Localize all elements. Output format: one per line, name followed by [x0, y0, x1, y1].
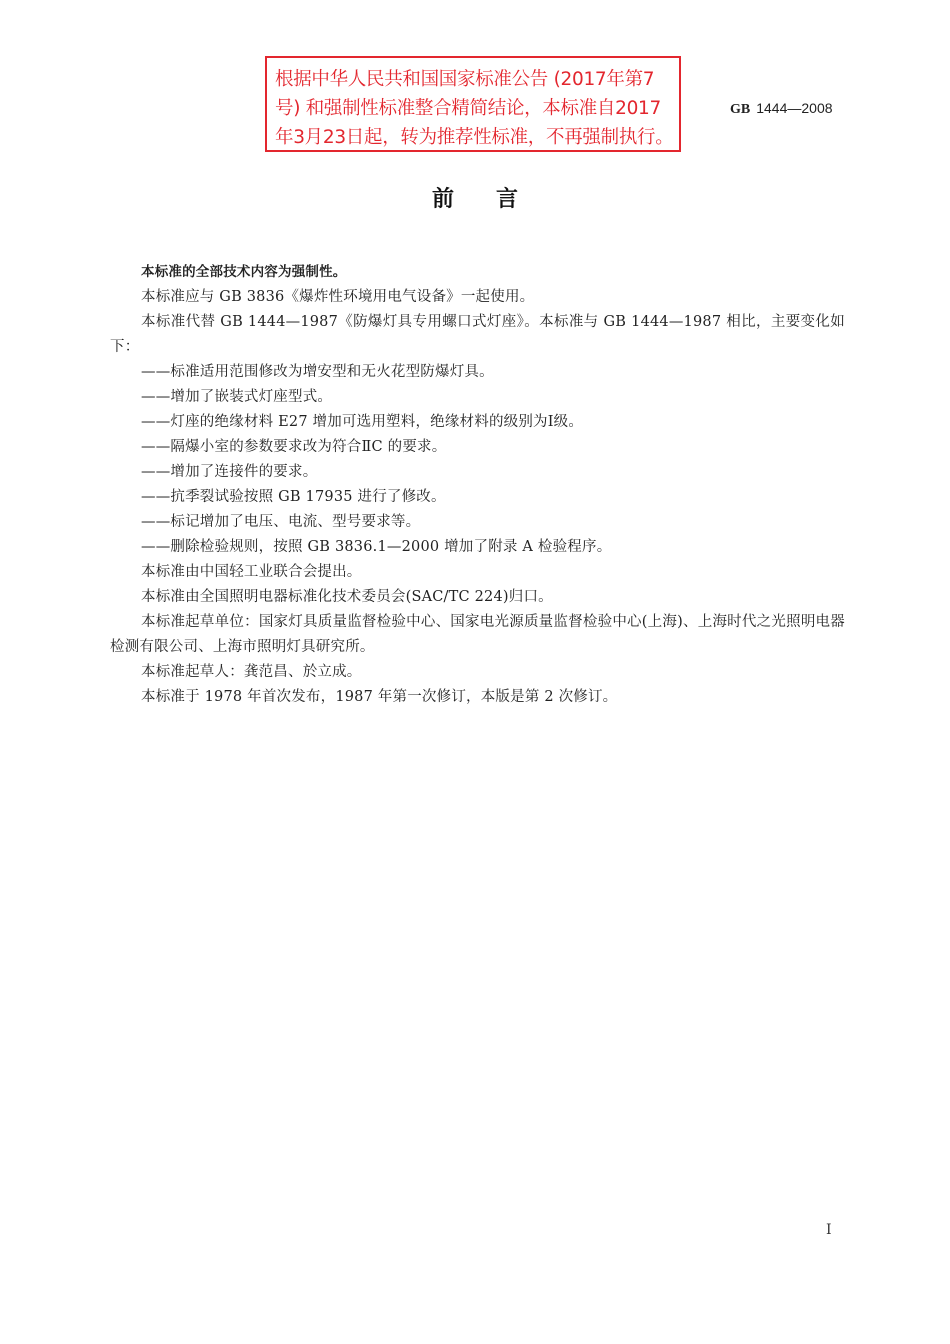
paragraph-mandatory-statement: 本标准的全部技术内容为强制性。	[141, 264, 347, 280]
change-item: ——隔爆小室的参数要求改为符合ⅡC 的要求。	[141, 439, 447, 455]
change-item: ——抗季裂试验按照 GB 17935 进行了修改。	[141, 489, 446, 505]
notice-line-1: 根据中华人民共和国国家标准公告 (2017年第7	[275, 69, 655, 90]
change-item: ——增加了连接件的要求。	[141, 464, 318, 480]
mandatory-status-notice	[265, 56, 681, 152]
change-item: ——灯座的绝缘材料 E27 增加可选用塑料，绝缘材料的级别为Ⅰ级。	[141, 414, 584, 430]
paragraph-replaces: 本标准代替 GB 1444—1987《防爆灯具专用螺口式灯座》。本标准与 GB 1444—1987 相比，主要变化如下：	[110, 314, 845, 355]
notice-line-2: 号) 和强制性标准整合精简结论，本标准自2017	[275, 98, 661, 119]
change-item: ——增加了嵌装式灯座型式。	[141, 389, 333, 405]
notice-line-3: 年3月23日起，转为推荐性标准，不再强制执行。	[275, 127, 674, 148]
paragraph-proposed-by: 本标准由中国轻工业联合会提出。	[141, 564, 362, 580]
change-item: ——删除检验规则，按照 GB 3836.1—2000 增加了附录 A 检验程序。	[141, 539, 612, 555]
paragraph-centralized-by: 本标准由全国照明电器标准化技术委员会(SAC/TC 224)归口。	[141, 589, 553, 605]
standard-prefix: GB	[730, 102, 751, 117]
paragraph-drafters: 本标准起草人：龚范昌、於立成。	[141, 664, 362, 680]
standard-number: 1444—2008	[756, 100, 833, 116]
paragraph-history: 本标准于 1978 年首次发布，1987 年第一次修订，本版是第 2 次修订。	[141, 689, 618, 705]
paragraph-drafting-units: 本标准起草单位：国家灯具质量监督检验中心、国家电光源质量监督检验中心(上海)、上海时代之光照明电器检测有限公司、上海市照明灯具研究所。	[110, 614, 845, 655]
change-item: ——标准适用范围修改为增安型和无火花型防爆灯具。	[141, 364, 494, 380]
page-title: 前言	[431, 187, 560, 212]
paragraph-use-with: 本标准应与 GB 3836《爆炸性环境用电气设备》一起使用。	[141, 289, 535, 305]
foreword-body	[110, 260, 845, 710]
page-number: I	[826, 1222, 832, 1238]
standard-code	[730, 100, 833, 118]
change-item: ——标记增加了电压、电流、型号要求等。	[141, 514, 421, 530]
